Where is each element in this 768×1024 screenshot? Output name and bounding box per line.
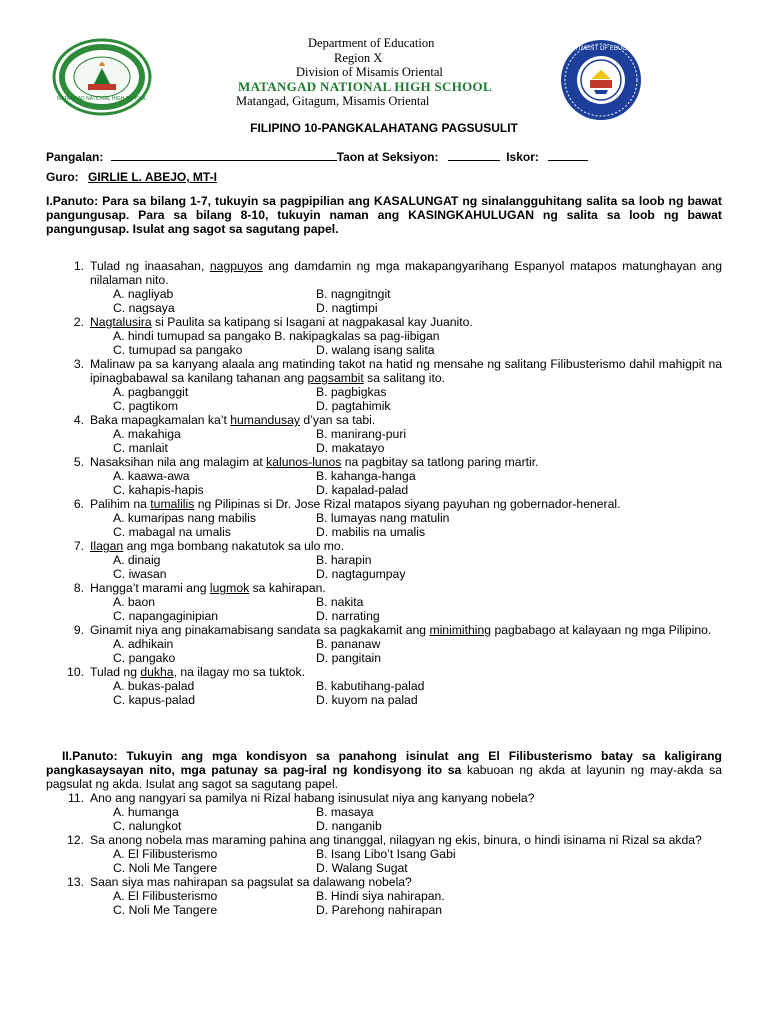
option-b: B. lumayas nang matulin xyxy=(316,511,450,525)
option-d: D. Parehong nahirapan xyxy=(316,903,443,917)
option-d: D. narrating xyxy=(316,609,380,623)
question-13 xyxy=(46,875,722,917)
option-d: D. walang isang salita xyxy=(316,343,435,357)
exam-title: FILIPINO 10-PANGKALAHATANG PAGSUSULIT xyxy=(250,121,518,135)
option-a: A. kumaripas nang mabilis xyxy=(113,511,256,525)
header-text xyxy=(230,36,540,109)
option-a: A. pagbanggit xyxy=(113,385,189,399)
option-d: D. pangitain xyxy=(316,651,382,665)
question-1 xyxy=(46,259,722,315)
option-b: B. nakita xyxy=(316,595,364,609)
underlined-word: kalunos-lunos xyxy=(266,455,342,469)
option-c: C. pagtikom xyxy=(113,399,179,413)
option-a: A. kaawa-awa xyxy=(113,469,190,483)
school-name: MATANGAD NATIONAL HIGH SCHOOL xyxy=(238,78,492,94)
option-c: C. nagsaya xyxy=(113,301,175,315)
option-b: B. kabutihang-palad xyxy=(316,679,425,693)
teacher-name: GIRLIE L. ABEJO, MT-I xyxy=(88,170,217,184)
section-label: Taon at Seksiyon: xyxy=(336,150,439,164)
question-text: Ginamit niya ang pinakamabisang sandata sa pagkakamit ang minimithing pagbabago at kalayaan ng mga Pilipino. xyxy=(90,623,712,637)
question-2 xyxy=(46,315,722,357)
option-c: C. kahapis-hapis xyxy=(113,483,204,497)
question-text: Ano ang nangyari sa pamilya ni Rizal habang isinusulat niya ang kanyang nobela? xyxy=(90,791,535,805)
question-number: 5. xyxy=(73,455,84,469)
name-label: Pangalan: xyxy=(46,150,104,164)
division-line: Division of Misamis Oriental xyxy=(296,65,443,79)
underlined-word: dukha xyxy=(140,665,174,679)
question-text: Palihim na tumalilis ng Pilipinas si Dr. Jose Rizal matapos siyang payuhan ng gobernador-heneral. xyxy=(90,497,621,511)
region-line: Region X xyxy=(334,50,383,65)
underlined-word: humandusay xyxy=(230,413,301,427)
question-number: 11. xyxy=(67,791,84,805)
underlined-word: pagsambit xyxy=(307,371,364,385)
question-text: Ilagan ang mga bombang nakatutok sa ulo mo. xyxy=(90,539,345,553)
deped-seal xyxy=(556,38,646,122)
option-d: D. makatayo xyxy=(316,441,385,455)
question-number: 3. xyxy=(73,357,84,371)
option-c: C. kapus-palad xyxy=(113,693,195,707)
option-a-b: A. hindi tumupad sa pangako B. nakipagkalas sa pag-iibigan xyxy=(113,329,440,343)
option-a: A. makahiga xyxy=(113,427,181,441)
svg-text:MATANGAD NATIONAL HIGH SCHOOL: MATANGAD NATIONAL HIGH SCHOOL xyxy=(57,96,147,102)
option-c: C. Noli Me Tangere xyxy=(113,861,218,875)
question-number: 8. xyxy=(73,581,84,595)
question-number: 10. xyxy=(67,665,84,679)
question-8 xyxy=(46,581,722,623)
teacher-label: Guro: xyxy=(46,170,79,184)
option-b: B. harapin xyxy=(316,553,372,567)
option-d: D. nanganib xyxy=(316,819,382,833)
underlined-word: lugmok xyxy=(209,581,250,595)
option-a: A. nagliyab xyxy=(113,287,174,301)
question-text: Tulad ng dukha, na ilagay mo sa tuktok. xyxy=(90,665,306,679)
option-d: D. nagtimpi xyxy=(316,301,378,315)
option-a: A. dinaig xyxy=(113,553,161,567)
score-field[interactable] xyxy=(548,150,588,161)
question-text: Sa anong nobela mas maraming pahina ang tinanggal, nilagyan ng ekis, binura, o hindi isinama ni Rizal sa akda? xyxy=(90,833,702,847)
option-b: B. manirang-puri xyxy=(316,427,407,441)
underlined-word: Ilagan xyxy=(90,539,124,553)
question-number: 7. xyxy=(73,539,84,553)
section-field[interactable] xyxy=(448,150,500,161)
part2-instruction: II.Panuto: Tukuyin ang mga kondisyon sa panahong isinulat ang El Filibusterismo batay sa kaligirang pangkasaysayan nito, mga patunay sa pag-iral ng kondisyong ito sa kabuoan ng akda at layunin ng may-akda sa pagsulat ng akda. Isulat ang sagot sa sagutang papel. xyxy=(46,749,723,791)
question-text: Malinaw pa sa kanyang alaala ang matinding takot na hatid ng mensahe ng salitang Filibusterismo dahil mahigpit na ipinagbabawal sa kanilang tahanan ang pagsambit sa salitang ito. xyxy=(90,357,722,385)
option-c: C. nalungkot xyxy=(113,819,182,833)
name-field[interactable] xyxy=(111,150,337,161)
option-d: D. kapalad-palad xyxy=(316,483,409,497)
question-text: Hangga’t marami ang lugmok sa kahirapan. xyxy=(90,581,326,595)
underlined-word: nagpuyos xyxy=(209,259,263,273)
option-d: D. pagtahimik xyxy=(316,399,391,413)
part2-questions xyxy=(46,791,722,917)
question-5 xyxy=(46,455,722,497)
option-a: A. El Filibusterismo xyxy=(113,889,218,903)
option-a: A. bukas-palad xyxy=(113,679,195,693)
address-line: Matangad, Gitagum, Misamis Oriental xyxy=(236,94,430,108)
option-c: C. tumupad sa pangako xyxy=(113,343,243,357)
option-d: D. kuyom na palad xyxy=(316,693,418,707)
option-a: A. baon xyxy=(113,595,156,609)
student-info-row xyxy=(46,150,588,164)
svg-text:DEPARTMENT OF EDUCATION: DEPARTMENT OF EDUCATION xyxy=(557,46,645,52)
option-a: A. El Filibusterismo xyxy=(113,847,218,861)
option-b: B. pananaw xyxy=(316,637,381,651)
question-7 xyxy=(46,539,722,581)
underlined-word: minimithing xyxy=(429,623,492,637)
option-d: D. mabilis na umalis xyxy=(316,525,426,539)
option-b: B. Isang Libo’t Isang Gabi xyxy=(316,847,456,861)
question-number: 2. xyxy=(73,315,84,329)
question-number: 4. xyxy=(73,413,84,427)
option-d: D. Walang Sugat xyxy=(316,861,408,875)
underlined-word: Nagtalusira xyxy=(90,315,152,329)
option-d: D. nagtagumpay xyxy=(316,567,406,581)
option-c: C. mabagal na umalis xyxy=(113,525,231,539)
part1-questions xyxy=(46,259,722,707)
question-11 xyxy=(46,791,722,833)
question-number: 6. xyxy=(73,497,84,511)
question-number: 9. xyxy=(73,623,84,637)
option-b: B. nagngitngit xyxy=(316,287,391,301)
question-text: Baka mapagkamalan ka’t humandusay d’yan sa tabi. xyxy=(90,413,376,427)
option-c: C. napangaginipian xyxy=(113,609,219,623)
question-12 xyxy=(46,833,722,875)
question-9 xyxy=(46,623,722,665)
option-b: B. kahanga-hanga xyxy=(316,469,416,483)
option-c: C. manlait xyxy=(113,441,168,455)
teacher-row xyxy=(46,170,217,184)
question-4 xyxy=(46,413,722,455)
school-logo xyxy=(52,38,152,116)
question-6 xyxy=(46,497,722,539)
question-text: Nasaksihan nila ang malagim at kalunos-lunos na pagbitay sa tatlong paring martir. xyxy=(90,455,539,469)
option-a: A. humanga xyxy=(113,805,179,819)
question-text: Saan siya mas nahirapan sa pagsulat sa dalawang nobela? xyxy=(90,875,412,889)
question-text: Nagtalusira si Paulita sa katipang si Isagani at nagpakasal kay Juanito. xyxy=(90,315,473,329)
question-number: 12. xyxy=(67,833,84,847)
dept-line: Department of Education xyxy=(308,36,435,50)
option-c: C. iwasan xyxy=(113,567,167,581)
option-c: C. pangako xyxy=(113,651,176,665)
question-text: Tulad ng inaasahan, nagpuyos ang damdamin ng mga makapangyarihang Espanyol matapos matunghayan ang nilalaman nito. xyxy=(90,259,722,287)
question-number: 1. xyxy=(73,259,84,273)
letterhead xyxy=(0,36,768,116)
part1-instruction: I.Panuto: Para sa bilang 1-7, tukuyin sa pagpipilian ang KASALUNGAT ng sinalangguhitang salita sa loob ng bawat pangungusap. Para sa bilang 8-10, tukuyin naman ang KASINGKAHULUGAN ng salita sa loob ng bawat pangungusap. Isulat ang sagot sa sagutang papel. xyxy=(46,194,722,236)
score-label: Iskor: xyxy=(506,150,539,164)
question-3 xyxy=(46,357,722,413)
question-number: 13. xyxy=(67,875,84,889)
option-b: B. masaya xyxy=(316,805,374,819)
question-10 xyxy=(46,665,722,707)
underlined-word: tumalilis xyxy=(150,497,195,511)
option-b: B. Hindi siya nahirapan. xyxy=(316,889,445,903)
option-c: C. Noli Me Tangere xyxy=(113,903,218,917)
option-a: A. adhikain xyxy=(113,637,174,651)
option-b: B. pagbigkas xyxy=(316,385,387,399)
